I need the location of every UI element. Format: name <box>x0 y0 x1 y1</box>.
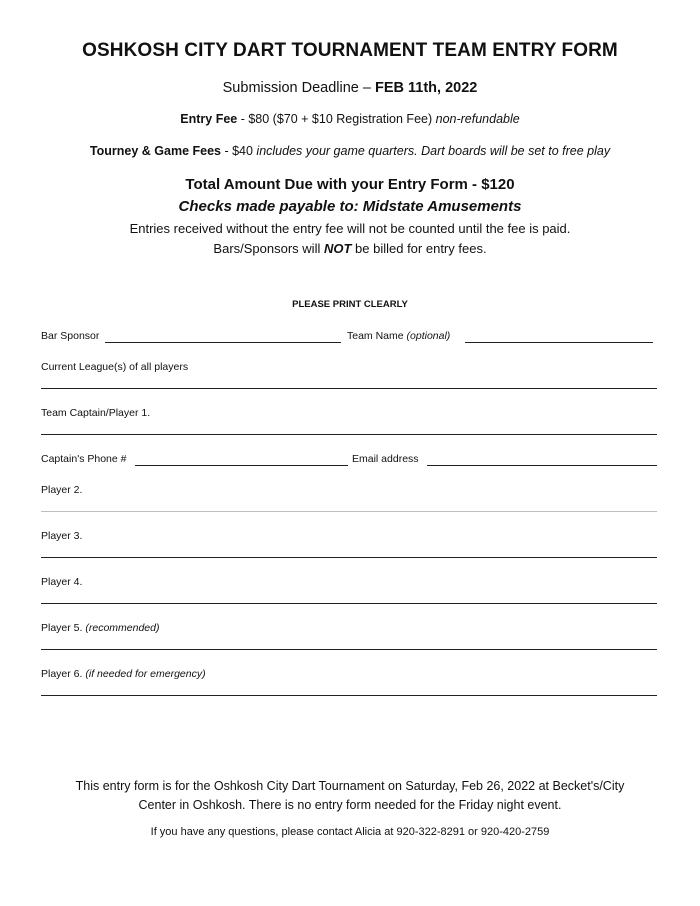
team-name-label <box>347 330 450 342</box>
player4-label: Player 4. <box>41 576 83 588</box>
submission-deadline <box>0 80 700 96</box>
event-info-line1: This entry form is for the Oshkosh City Dart Tournament on Saturday, Feb 26, 2022 at Becket's/City <box>75 779 625 793</box>
team-name-label-text: Team Name <box>347 330 407 342</box>
player3-label: Player 3. <box>41 530 83 542</box>
checks-payable: Checks made payable to: Midstate Amusements <box>178 198 522 215</box>
player5-note: (recommended) <box>85 622 160 634</box>
team-name-field[interactable] <box>465 342 653 343</box>
player6-label <box>41 668 206 680</box>
form-title: OSHKOSH CITY DART TOURNAMENT TEAM ENTRY FORM <box>82 40 618 61</box>
captain-field[interactable] <box>41 434 657 435</box>
captain-phone-label: Captain's Phone # <box>41 453 127 465</box>
event-info <box>0 777 700 815</box>
player6-note: (if needed for emergency) <box>85 668 206 680</box>
captain-phone-field[interactable] <box>135 465 348 466</box>
email-field[interactable] <box>427 465 657 466</box>
entry-fee-note: non-refundable <box>435 112 520 126</box>
player4-field[interactable] <box>41 603 657 604</box>
deadline-label: Submission Deadline – <box>222 80 375 96</box>
bars-notice-post: be billed for entry fees. <box>351 241 487 256</box>
entry-fee-value: - $80 ($70 + $10 Registration Fee) <box>237 112 436 126</box>
print-clearly-heading: PLEASE PRINT CLEARLY <box>292 299 408 310</box>
player5-field[interactable] <box>41 649 657 650</box>
player6-label-text: Player 6. <box>41 668 86 680</box>
current-league-field[interactable] <box>41 388 657 389</box>
player5-label-text: Player 5. <box>41 622 86 634</box>
bar-sponsor-field[interactable] <box>105 342 341 343</box>
player2-field[interactable] <box>41 511 657 512</box>
event-info-line2: Center in Oshkosh. There is no entry form needed for the Friday night event. <box>138 798 562 812</box>
email-label: Email address <box>352 453 419 465</box>
bars-notice-pre: Bars/Sponsors will <box>213 241 324 256</box>
tourney-fee-label: Tourney & Game Fees <box>89 144 221 158</box>
player5-label <box>41 622 159 634</box>
current-league-label: Current League(s) of all players <box>41 361 189 373</box>
contact-info: If you have any questions, please contact Alicia at 920-322-8291 or 920-420-2759 <box>150 826 550 838</box>
phone-email-row <box>41 453 657 469</box>
bar-sponsor-label: Bar Sponsor <box>41 330 100 342</box>
player2-label: Player 2. <box>41 484 83 496</box>
tourney-fee-note: includes your game quarters. Dart boards will be set to free play <box>256 144 611 158</box>
bars-billing-notice <box>0 241 700 256</box>
captain-label: Team Captain/Player 1. <box>41 407 151 419</box>
total-amount-due: Total Amount Due with your Entry Form - $120 <box>185 176 515 193</box>
tourney-game-fees <box>0 144 700 158</box>
tourney-fee-value: - $40 <box>220 144 257 158</box>
sponsor-team-row <box>41 330 657 346</box>
team-name-note: (optional) <box>406 330 451 342</box>
player3-field[interactable] <box>41 557 657 558</box>
entry-fee <box>0 112 700 126</box>
entry-fee-label: Entry Fee <box>180 112 238 126</box>
player6-field[interactable] <box>41 695 657 696</box>
deadline-date: FEB 11th, 2022 <box>374 80 478 96</box>
bars-notice-not: NOT <box>323 241 352 256</box>
entries-notice: Entries received without the entry fee will not be counted until the fee is paid. <box>129 221 571 236</box>
